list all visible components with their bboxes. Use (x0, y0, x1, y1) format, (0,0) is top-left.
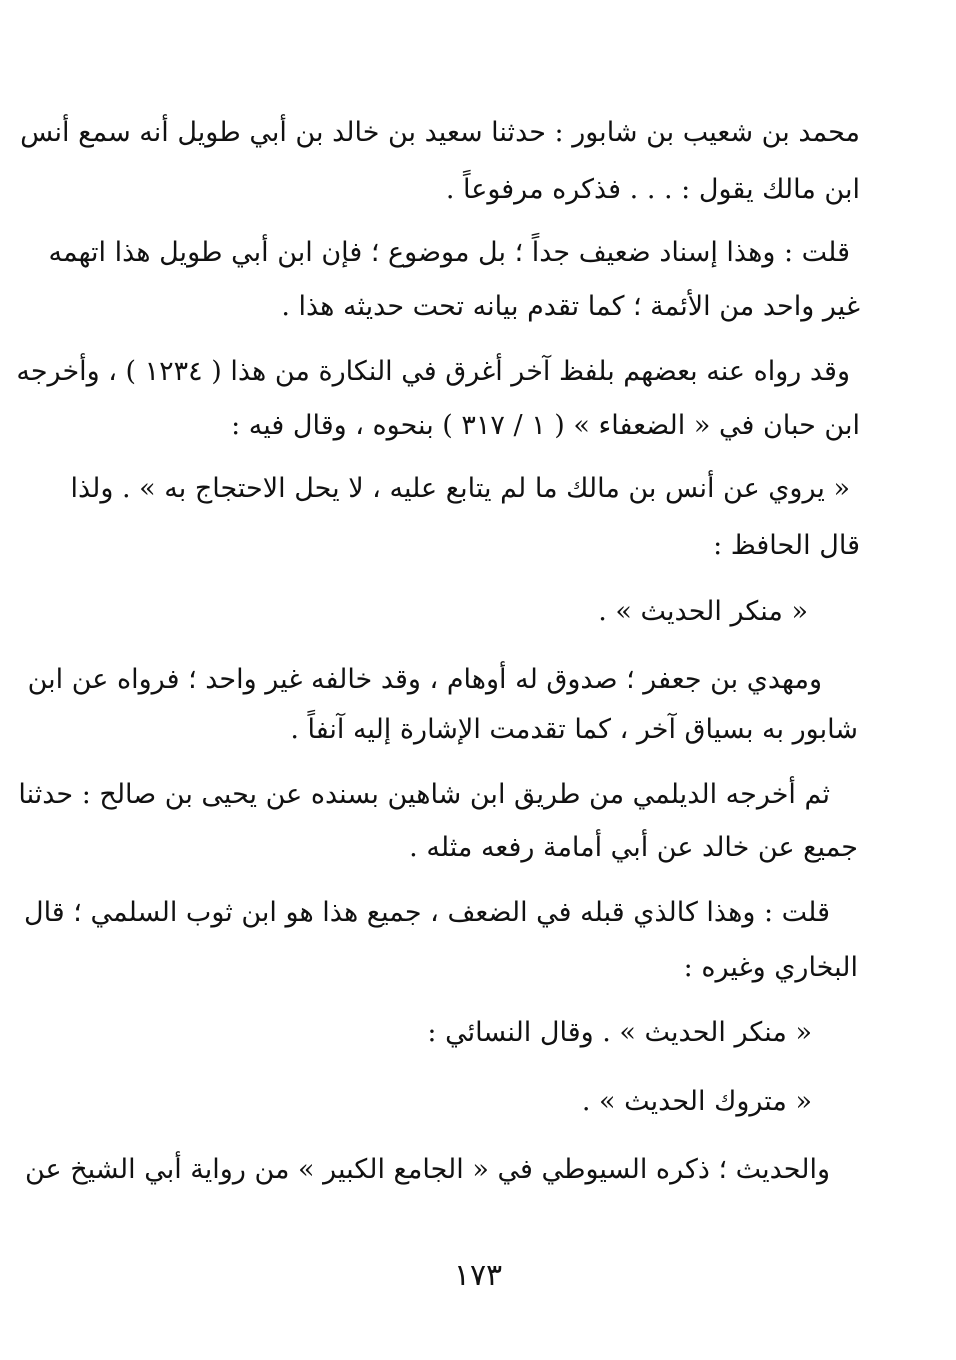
text-line-13: جميع عن خالد عن أبي أمامة رفعه مثله . (409, 832, 858, 863)
text-line-5: وقد رواه عنه بعضهم بلفظ آخر أغرق في النكارة من هذا ( ١٢٣٤ ) ، وأخرجه (16, 356, 850, 387)
text-line-18: والحديث ؛ ذكره السيوطي في « الجامع الكبير » من رواية أبي الشيخ عن (24, 1154, 830, 1185)
text-line-16: « منكر الحديث » . وقال النسائي : (427, 1017, 812, 1048)
text-line-14: قلت : وهذا كالذي قبله في الضعف ، جميع هذا هو ابن ثوب السلمي ؛ قال (23, 897, 830, 928)
text-line-3: قلت : وهذا إسناد ضعيف جداً ؛ بل موضوع ؛ فإن ابن أبي طويل هذا اتهمه (48, 237, 850, 268)
text-line-11: شابور به بسياق آخر ، كما تقدمت الإشارة إليه آنفاً . (290, 714, 858, 745)
text-line-8: قال الحافظ : (713, 530, 860, 561)
text-line-15: البخاري وغيره : (683, 952, 858, 983)
page-number: ١٧٣ (453, 1258, 503, 1293)
text-line-10: ومهدي بن جعفر ؛ صدوق له أوهام ، وقد خالفه غير واحد ؛ فرواه عن ابن (27, 664, 822, 695)
text-line-7: « يروي عن أنس بن مالك ما لم يتابع عليه ، لا يحل الاحتجاج به » . ولذا (70, 473, 850, 504)
text-line-17: « متروك الحديث » . (581, 1086, 812, 1117)
text-line-6: ابن حبان في « الضعفاء » ( ١ / ٣١٧ ) بنحوه ، وقال فيه : (231, 410, 860, 441)
text-line-9: « منكر الحديث » . (598, 596, 808, 627)
text-line-2: ابن مالك يقول : . . . فذكره مرفوعاً . (445, 174, 860, 205)
text-line-4: غير واحد من الأئمة ؛ كما تقدم بيانه تحت حديثه هذا . (281, 291, 860, 322)
text-line-12: ثم أخرجه الديلمي من طريق ابن شاهين بسنده عن يحيى بن صالح : حدثنا (18, 779, 830, 810)
text-line-1: محمد بن شعيب بن شابور : حدثنا سعيد بن خالد بن أبي طويل أنه سمع أنس (20, 117, 860, 148)
